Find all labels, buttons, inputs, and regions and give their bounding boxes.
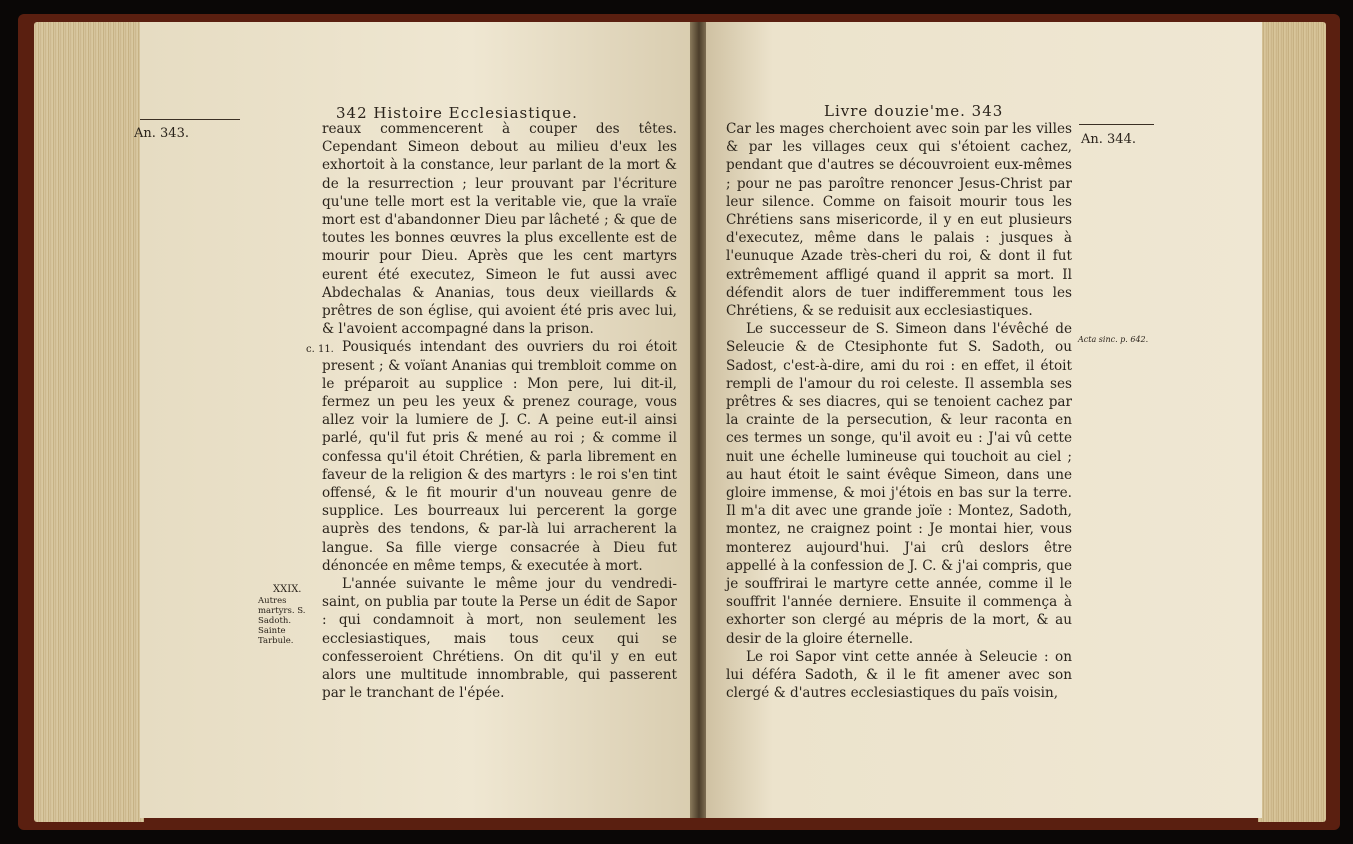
right-header-rule xyxy=(1079,124,1154,125)
left-paragraph-1: reaux commencerent à couper des têtes. Cependant Simeon debout au milieu d'eux les exhortoit à la constance, leur parlant de la mort & de la resurrection ; leur prouvant par l'écriture qu'une telle mort est la veritable vie, que la vraïe mort est d'abandonner Dieu par lâcheté ; & que de toutes les bonnes œuvres la plus excellente est de mourir pour Dieu. Après que les cent martyrs eurent été executez, Simeon le fut aussi avec Abdechalas & Ananias, tous deux vieillards & prêtres de son église, qui avoient été pris avec lui, & l'avoient accompagné dans la prison. xyxy=(322,121,677,338)
right-paragraph-1: Car les mages cherchoient avec soin par les villes & par les villages ceux qui s'étoient cachez, pendant que d'autres se découvroient eux-mêmes ; pour ne pas paroître renoncer Jesus-Christ par leur silence. Comme on faisoit mourir tous les Chrétiens sans misericorde, il y en eut plusieurs d'executez, même dans le palais : jusques à l'eunuque Azade très-cheri du roi, & dont il fut extrêmement affligé quand il apprit sa mort. Il défendit alors de tuer indifferemment tous les Chrétiens, & se reduisit aux ecclesiastiques. xyxy=(726,121,1072,320)
left-paragraph-3: L'année suivante le même jour du vendredi-saint, on publia par toute la Perse un édit de Sapor : qui condamnoit à mort, non seulement les ecclesiastiques, mais tous ceux qui se confesseroient Chrétiens. On dit qu'il y en eut alors une multitude innombrable, qui passerent par le tranchant de l'épée. xyxy=(322,576,677,702)
right-page-body xyxy=(726,120,1072,703)
left-year-note: An. 343. xyxy=(134,126,189,141)
left-page-header: 342 Histoire Ecclesiastique. xyxy=(336,104,578,122)
right-year-note: An. 344. xyxy=(1081,132,1136,147)
left-page xyxy=(134,22,692,818)
left-chapter-note: c. 11. xyxy=(306,344,334,355)
right-page-header: Livre douzie'me. 343 xyxy=(824,102,1004,120)
page-edges-right xyxy=(1258,22,1326,822)
left-section-note: XXIX. xyxy=(273,584,302,595)
left-page-body xyxy=(322,120,677,703)
left-header-rule xyxy=(140,119,240,120)
left-paragraph-2: Pousiqués intendant des ouvriers du roi étoit present ; & voïant Ananias qui trembloit comme on le préparoit au supplice : Mon pere, lui dit-il, fermez un peu les yeux & prenez courage, vous allez voir la lumiere de J. C. A peine eut-il ainsi parlé, qu'il fut pris & mené au roi ; & comme il confessa qu'il étoit Chrétien, & parla librement en faveur de la religion & des martyrs : le roi s'en tint offensé, & le fit mourir d'un nouveau genre de supplice. Les bourreaux lui percerent la gorge auprès des tendons, & par-là lui arracherent la langue. Sa fille vierge consacrée à Dieu fut dénoncée en même temps, & executée à mort. xyxy=(322,339,677,574)
right-paragraph-3: Le roi Sapor vint cette année à Seleucie : on lui déféra Sadoth, & il le fit amener avec son clergé & d'autres ecclesiastiques du païs voisin, xyxy=(726,648,1072,702)
left-section-subnote: Autres martyrs. S. Sadoth. Sainte Tarbule. xyxy=(258,596,306,646)
right-ref-note: Acta sinc. p. 642. xyxy=(1078,335,1149,344)
right-page xyxy=(706,22,1262,818)
right-paragraph-2: Le successeur de S. Simeon dans l'évêché de Seleucie & de Ctesiphonte fut S. Sadoth, ou Sadost, c'est-à-dire, ami du roi : en effet, il étoit rempli de l'amour du roi celeste. Il assembla ses prêtres & ses diacres, qui se tenoient cachez par la crainte de la persecution, & leur raconta en ces termes un songe, qu'il avoit eu : J'ai vû cette nuit une échelle lumineuse qui touchoit au ciel ; au haut étoit le saint évêque Simeon, dans une gloire immense, & moi j'étois en bas sur la terre. Il m'a dit avec une grande joïe : Montez, Sadoth, montez, ne craignez point : Je montai hier, vous monterez aujourd'hui. J'ai crû deslors être appellé à la confession de J. C. & j'ai compris, que je souffrirai le martyre cette année, comme il le souffrit l'année derniere. Ensuite il commença à exhorter son clergé au mépris de la mort, & au desir de la gloire éternelle. xyxy=(726,321,1072,647)
page-edges-left xyxy=(34,22,144,822)
